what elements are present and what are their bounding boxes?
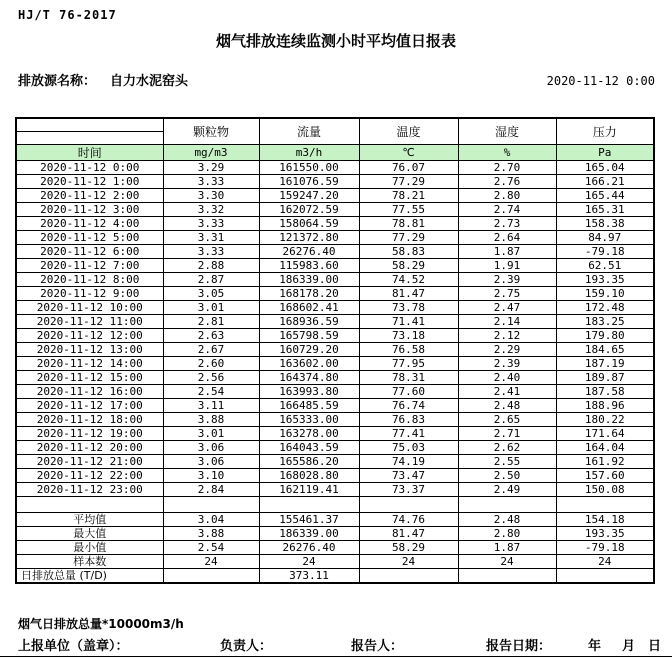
row-value: 158064.59 bbox=[259, 217, 359, 231]
col-header-pressure: 压力 bbox=[556, 118, 654, 145]
summary-row bbox=[16, 527, 654, 541]
row-value: 2.88 bbox=[163, 259, 259, 273]
col-header-flow: 流量 bbox=[259, 118, 359, 145]
row-time: 2020-11-12 15:00 bbox=[16, 371, 163, 385]
row-value: 2.65 bbox=[458, 413, 556, 427]
report-date-label: 报告日期： bbox=[486, 639, 552, 654]
row-time: 2020-11-12 17:00 bbox=[16, 399, 163, 413]
summary-value: 24 bbox=[556, 555, 654, 569]
row-value: 1.87 bbox=[458, 245, 556, 259]
table-row bbox=[16, 175, 654, 189]
table-row bbox=[16, 427, 654, 441]
summary-value: 186339.00 bbox=[259, 527, 359, 541]
table-header bbox=[16, 118, 654, 161]
row-value: 162072.59 bbox=[259, 203, 359, 217]
row-time: 2020-11-12 4:00 bbox=[16, 217, 163, 231]
row-value: 2.39 bbox=[458, 357, 556, 371]
table-row bbox=[16, 217, 654, 231]
summary-section bbox=[16, 497, 654, 584]
row-time: 2020-11-12 19:00 bbox=[16, 427, 163, 441]
summary-value: 1.87 bbox=[458, 541, 556, 555]
row-value: 26276.40 bbox=[259, 245, 359, 259]
row-value: 2.50 bbox=[458, 469, 556, 483]
table-row bbox=[16, 455, 654, 469]
row-value: 168936.59 bbox=[259, 315, 359, 329]
spacer-cell bbox=[458, 497, 556, 513]
row-value: 3.88 bbox=[163, 413, 259, 427]
table-row bbox=[16, 441, 654, 455]
row-value: 165.04 bbox=[556, 161, 654, 175]
row-value: 58.83 bbox=[359, 245, 458, 259]
row-value: 180.22 bbox=[556, 413, 654, 427]
row-value: 76.83 bbox=[359, 413, 458, 427]
table-row bbox=[16, 259, 654, 273]
summary-value bbox=[359, 569, 458, 584]
row-value: 62.51 bbox=[556, 259, 654, 273]
row-value: 2.70 bbox=[458, 161, 556, 175]
summary-label: 样本数 bbox=[16, 555, 163, 569]
table-row bbox=[16, 231, 654, 245]
summary-value: -79.18 bbox=[556, 541, 654, 555]
row-value: 168028.80 bbox=[259, 469, 359, 483]
table-row bbox=[16, 357, 654, 371]
row-value: 3.10 bbox=[163, 469, 259, 483]
data-rows bbox=[16, 161, 654, 497]
summary-label: 日排放总量 (T/D) bbox=[16, 569, 163, 584]
row-value: 186339.00 bbox=[259, 273, 359, 287]
spacer-cell bbox=[359, 497, 458, 513]
row-value: 2.40 bbox=[458, 371, 556, 385]
row-time: 2020-11-12 7:00 bbox=[16, 259, 163, 273]
page-title: 烟气排放连续监测小时平均值日报表 bbox=[215, 32, 456, 50]
row-value: 2.41 bbox=[458, 385, 556, 399]
row-value: 3.33 bbox=[163, 175, 259, 189]
row-value: 77.55 bbox=[359, 203, 458, 217]
row-time: 2020-11-12 0:00 bbox=[16, 161, 163, 175]
report-datetime: 2020-11-12 0:00 bbox=[546, 74, 655, 88]
row-time: 2020-11-12 2:00 bbox=[16, 189, 163, 203]
row-value: 168602.41 bbox=[259, 301, 359, 315]
row-time: 2020-11-12 23:00 bbox=[16, 483, 163, 497]
row-value: 3.05 bbox=[163, 287, 259, 301]
row-value: 3.29 bbox=[163, 161, 259, 175]
row-value: 161076.59 bbox=[259, 175, 359, 189]
summary-label: 最大值 bbox=[16, 527, 163, 541]
row-time: 2020-11-12 22:00 bbox=[16, 469, 163, 483]
row-value: 2.54 bbox=[163, 385, 259, 399]
summary-row bbox=[16, 569, 654, 584]
row-time: 2020-11-12 10:00 bbox=[16, 301, 163, 315]
summary-value: 74.76 bbox=[359, 513, 458, 527]
row-value: 73.47 bbox=[359, 469, 458, 483]
row-value: 3.06 bbox=[163, 441, 259, 455]
row-value: 2.56 bbox=[163, 371, 259, 385]
row-value: 159.10 bbox=[556, 287, 654, 301]
year-label: 年 bbox=[588, 639, 602, 654]
row-value: 3.33 bbox=[163, 217, 259, 231]
row-value: 1.91 bbox=[458, 259, 556, 273]
row-value: -79.18 bbox=[556, 245, 654, 259]
summary-value bbox=[458, 569, 556, 584]
time-header: 时间 bbox=[16, 145, 163, 161]
meta-row bbox=[18, 70, 655, 89]
table-row bbox=[16, 385, 654, 399]
row-value: 150.08 bbox=[556, 483, 654, 497]
emission-total-note: 烟气日排放总量*10000m3/h bbox=[18, 617, 184, 631]
row-value: 2.67 bbox=[163, 343, 259, 357]
row-value: 2.63 bbox=[163, 329, 259, 343]
responsible-person-label: 负责人： bbox=[220, 639, 273, 654]
reporter-label: 报告人： bbox=[351, 639, 404, 654]
row-value: 121372.80 bbox=[259, 231, 359, 245]
row-value: 3.30 bbox=[163, 189, 259, 203]
row-value: 76.74 bbox=[359, 399, 458, 413]
row-value: 164.04 bbox=[556, 441, 654, 455]
table-row bbox=[16, 371, 654, 385]
row-value: 3.01 bbox=[163, 301, 259, 315]
row-value: 2.55 bbox=[458, 455, 556, 469]
row-value: 76.58 bbox=[359, 343, 458, 357]
summary-value: 81.47 bbox=[359, 527, 458, 541]
row-value: 163993.80 bbox=[259, 385, 359, 399]
row-time: 2020-11-12 11:00 bbox=[16, 315, 163, 329]
row-value: 73.18 bbox=[359, 329, 458, 343]
row-value: 165798.59 bbox=[259, 329, 359, 343]
source-name: 自力水泥窑头 bbox=[110, 74, 189, 89]
summary-value: 24 bbox=[458, 555, 556, 569]
table-row bbox=[16, 343, 654, 357]
row-time: 2020-11-12 18:00 bbox=[16, 413, 163, 427]
unit-humidity: % bbox=[458, 145, 556, 161]
summary-value: 2.80 bbox=[458, 527, 556, 541]
row-value: 78.21 bbox=[359, 189, 458, 203]
row-value: 71.41 bbox=[359, 315, 458, 329]
summary-value: 154.18 bbox=[556, 513, 654, 527]
row-value: 2.62 bbox=[458, 441, 556, 455]
row-value: 77.29 bbox=[359, 175, 458, 189]
table-row bbox=[16, 483, 654, 497]
row-value: 2.60 bbox=[163, 357, 259, 371]
summary-label: 平均值 bbox=[16, 513, 163, 527]
row-value: 74.19 bbox=[359, 455, 458, 469]
table-row bbox=[16, 245, 654, 259]
row-value: 3.31 bbox=[163, 231, 259, 245]
row-value: 3.32 bbox=[163, 203, 259, 217]
summary-value: 155461.37 bbox=[259, 513, 359, 527]
row-value: 2.73 bbox=[458, 217, 556, 231]
summary-value: 26276.40 bbox=[259, 541, 359, 555]
row-value: 3.01 bbox=[163, 427, 259, 441]
signature-row bbox=[0, 635, 672, 654]
table-row bbox=[16, 469, 654, 483]
row-value: 2.75 bbox=[458, 287, 556, 301]
row-value: 2.76 bbox=[458, 175, 556, 189]
row-time: 2020-11-12 21:00 bbox=[16, 455, 163, 469]
row-value: 115983.60 bbox=[259, 259, 359, 273]
summary-value: 3.88 bbox=[163, 527, 259, 541]
row-value: 164043.59 bbox=[259, 441, 359, 455]
row-value: 172.48 bbox=[556, 301, 654, 315]
table-row bbox=[16, 161, 654, 175]
row-value: 2.12 bbox=[458, 329, 556, 343]
row-value: 78.81 bbox=[359, 217, 458, 231]
spacer-cell bbox=[16, 497, 163, 513]
row-value: 73.78 bbox=[359, 301, 458, 315]
row-value: 78.31 bbox=[359, 371, 458, 385]
row-value: 158.38 bbox=[556, 217, 654, 231]
unit-temperature: ℃ bbox=[359, 145, 458, 161]
unit-particulate: mg/m3 bbox=[163, 145, 259, 161]
row-value: 2.80 bbox=[458, 189, 556, 203]
row-value: 84.97 bbox=[556, 231, 654, 245]
row-value: 187.19 bbox=[556, 357, 654, 371]
col-header-temperature: 温度 bbox=[359, 118, 458, 145]
time-header-upper-cell bbox=[16, 118, 163, 132]
row-value: 3.33 bbox=[163, 245, 259, 259]
summary-value: 24 bbox=[163, 555, 259, 569]
row-value: 165.31 bbox=[556, 203, 654, 217]
reporting-unit-label: 上报单位（盖章）： bbox=[18, 639, 129, 654]
table-row bbox=[16, 413, 654, 427]
table-row bbox=[16, 287, 654, 301]
row-value: 163602.00 bbox=[259, 357, 359, 371]
row-time: 2020-11-12 20:00 bbox=[16, 441, 163, 455]
spacer-cell bbox=[556, 497, 654, 513]
col-header-particulate: 颗粒物 bbox=[163, 118, 259, 145]
spacer-row bbox=[16, 497, 654, 513]
standard-number: HJ/T 76-2017 bbox=[18, 8, 117, 22]
row-value: 166.21 bbox=[556, 175, 654, 189]
row-time: 2020-11-12 5:00 bbox=[16, 231, 163, 245]
row-value: 188.96 bbox=[556, 399, 654, 413]
row-value: 2.71 bbox=[458, 427, 556, 441]
summary-row bbox=[16, 513, 654, 527]
row-value: 2.81 bbox=[163, 315, 259, 329]
row-time: 2020-11-12 6:00 bbox=[16, 245, 163, 259]
row-value: 2.74 bbox=[458, 203, 556, 217]
row-time: 2020-11-12 12:00 bbox=[16, 329, 163, 343]
row-value: 157.60 bbox=[556, 469, 654, 483]
row-value: 74.52 bbox=[359, 273, 458, 287]
row-value: 3.11 bbox=[163, 399, 259, 413]
row-value: 187.58 bbox=[556, 385, 654, 399]
row-value: 161.92 bbox=[556, 455, 654, 469]
spacer-cell bbox=[163, 497, 259, 513]
source-label: 排放源名称： bbox=[18, 74, 97, 89]
row-value: 171.64 bbox=[556, 427, 654, 441]
table-row bbox=[16, 189, 654, 203]
col-header-humidity: 湿度 bbox=[458, 118, 556, 145]
time-header-lower-cell bbox=[16, 132, 163, 145]
row-value: 73.37 bbox=[359, 483, 458, 497]
row-value: 162119.41 bbox=[259, 483, 359, 497]
row-value: 76.07 bbox=[359, 161, 458, 175]
summary-value: 24 bbox=[359, 555, 458, 569]
table-row bbox=[16, 399, 654, 413]
row-value: 2.48 bbox=[458, 399, 556, 413]
row-value: 2.87 bbox=[163, 273, 259, 287]
row-time: 2020-11-12 8:00 bbox=[16, 273, 163, 287]
row-value: 166485.59 bbox=[259, 399, 359, 413]
unit-flow: m3/h bbox=[259, 145, 359, 161]
row-time: 2020-11-12 14:00 bbox=[16, 357, 163, 371]
report-table bbox=[15, 117, 655, 584]
summary-value: 193.35 bbox=[556, 527, 654, 541]
row-value: 161550.00 bbox=[259, 161, 359, 175]
row-value: 2.49 bbox=[458, 483, 556, 497]
row-value: 81.47 bbox=[359, 287, 458, 301]
summary-value: 2.54 bbox=[163, 541, 259, 555]
row-value: 165333.00 bbox=[259, 413, 359, 427]
summary-row bbox=[16, 541, 654, 555]
row-value: 2.14 bbox=[458, 315, 556, 329]
row-value: 163278.00 bbox=[259, 427, 359, 441]
row-time: 2020-11-12 1:00 bbox=[16, 175, 163, 189]
table-row bbox=[16, 273, 654, 287]
row-value: 2.47 bbox=[458, 301, 556, 315]
row-value: 2.64 bbox=[458, 231, 556, 245]
row-value: 77.95 bbox=[359, 357, 458, 371]
table-row bbox=[16, 329, 654, 343]
source-name-line bbox=[18, 70, 188, 89]
row-value: 77.41 bbox=[359, 427, 458, 441]
row-value: 164374.80 bbox=[259, 371, 359, 385]
units-row bbox=[16, 145, 654, 161]
unit-pressure: Pa bbox=[556, 145, 654, 161]
row-time: 2020-11-12 16:00 bbox=[16, 385, 163, 399]
row-value: 2.84 bbox=[163, 483, 259, 497]
row-value: 2.39 bbox=[458, 273, 556, 287]
table-row bbox=[16, 301, 654, 315]
row-value: 77.60 bbox=[359, 385, 458, 399]
row-value: 189.87 bbox=[556, 371, 654, 385]
row-value: 184.65 bbox=[556, 343, 654, 357]
day-label: 日 bbox=[648, 639, 662, 654]
row-value: 168178.20 bbox=[259, 287, 359, 301]
row-time: 2020-11-12 13:00 bbox=[16, 343, 163, 357]
row-value: 2.29 bbox=[458, 343, 556, 357]
row-value: 165.44 bbox=[556, 189, 654, 203]
row-value: 193.35 bbox=[556, 273, 654, 287]
summary-value: 2.48 bbox=[458, 513, 556, 527]
summary-value bbox=[163, 569, 259, 584]
summary-value: 3.04 bbox=[163, 513, 259, 527]
summary-value: 24 bbox=[259, 555, 359, 569]
row-value: 58.29 bbox=[359, 259, 458, 273]
row-value: 179.80 bbox=[556, 329, 654, 343]
row-value: 159247.20 bbox=[259, 189, 359, 203]
row-value: 3.06 bbox=[163, 455, 259, 469]
row-value: 77.29 bbox=[359, 231, 458, 245]
page-bottom-rule bbox=[0, 656, 672, 657]
summary-label: 最小值 bbox=[16, 541, 163, 555]
summary-value bbox=[556, 569, 654, 584]
summary-row bbox=[16, 555, 654, 569]
spacer-cell bbox=[259, 497, 359, 513]
table-row bbox=[16, 203, 654, 217]
summary-value: 58.29 bbox=[359, 541, 458, 555]
header-row-top bbox=[16, 118, 654, 132]
row-value: 183.25 bbox=[556, 315, 654, 329]
row-value: 75.03 bbox=[359, 441, 458, 455]
row-time: 2020-11-12 9:00 bbox=[16, 287, 163, 301]
row-value: 165586.20 bbox=[259, 455, 359, 469]
month-label: 月 bbox=[622, 639, 636, 654]
row-value: 160729.20 bbox=[259, 343, 359, 357]
table-row bbox=[16, 315, 654, 329]
summary-value: 373.11 bbox=[259, 569, 359, 584]
row-time: 2020-11-12 3:00 bbox=[16, 203, 163, 217]
